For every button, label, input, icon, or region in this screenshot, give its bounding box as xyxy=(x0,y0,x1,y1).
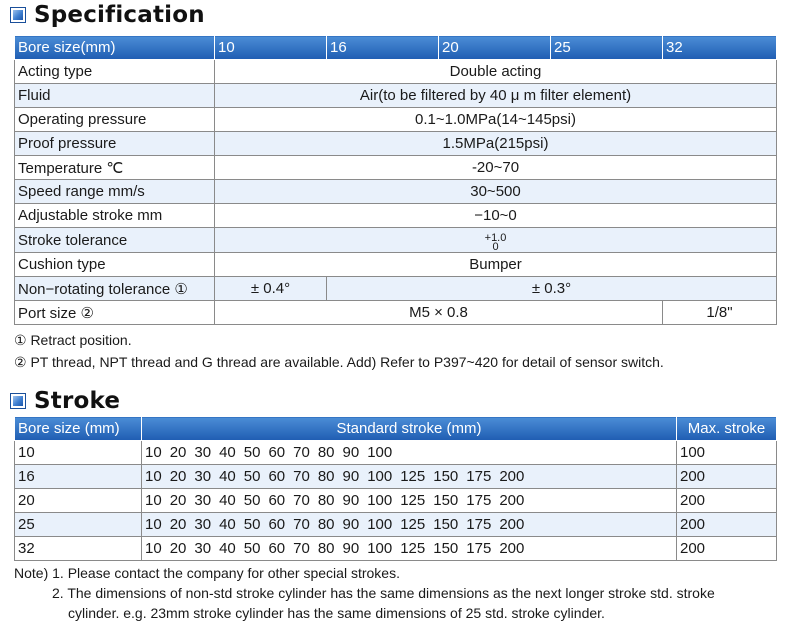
bore-size-header: Bore size(mm) xyxy=(15,36,215,60)
stroke-value: 10 xyxy=(145,468,162,485)
stroke-title: Stroke xyxy=(34,388,121,414)
stroke-value: 70 xyxy=(293,516,310,533)
stroke-value: 40 xyxy=(219,444,236,461)
bore-32-header: 32 xyxy=(663,36,777,60)
stroke-value: 150 xyxy=(433,516,459,533)
stroke-value: 150 xyxy=(433,492,459,509)
temperature-value: -20~70 xyxy=(215,156,777,180)
temperature-label: Temperature ℃ xyxy=(15,156,215,180)
stroke-row-bore: 16 xyxy=(15,465,142,489)
stroke-value: 70 xyxy=(293,444,310,461)
stroke-value: 50 xyxy=(243,540,261,557)
stroke-note-1: Note) 1. Please contact the company for other special strokes. xyxy=(14,565,400,581)
stroke-value: 10 xyxy=(145,540,162,557)
stroke-max-header: Max. stroke xyxy=(677,417,777,441)
stroke-value: 100 xyxy=(367,444,393,461)
proof-pressure-row xyxy=(15,132,777,156)
stroke-row-16 xyxy=(15,465,777,489)
stroke-row-max: 200 xyxy=(677,537,777,561)
stroke-value: 90 xyxy=(342,516,360,533)
operating-pressure-value: 0.1~1.0MPa(14~145psi) xyxy=(215,108,777,132)
stroke-row-standard-strokes xyxy=(142,441,677,465)
speed-range-row xyxy=(15,180,777,204)
fluid-label: Fluid xyxy=(15,84,215,108)
stroke-row-bore: 25 xyxy=(15,513,142,537)
stroke-tolerance-label: Stroke tolerance xyxy=(15,228,215,253)
stroke-value: 175 xyxy=(466,492,492,509)
stroke-notes xyxy=(14,563,400,583)
acting-type-value: Double acting xyxy=(215,60,777,84)
stroke-value: 80 xyxy=(317,516,335,533)
stroke-row-max: 200 xyxy=(677,513,777,537)
stroke-value: 100 xyxy=(367,540,393,557)
stroke-bore-header: Bore size (mm) xyxy=(15,417,142,441)
stroke-value: 90 xyxy=(342,444,360,461)
stroke-row-bore: 20 xyxy=(15,489,142,513)
proof-pressure-value: 1.5MPa(215psi) xyxy=(215,132,777,156)
stroke-standard-header: Standard stroke (mm) xyxy=(142,417,677,441)
stroke-value: 50 xyxy=(243,516,261,533)
speed-range-label: Speed range mm/s xyxy=(15,180,215,204)
non-rotating-tolerance-label: Non−rotating tolerance ① xyxy=(15,277,215,301)
square-bullet-icon xyxy=(10,393,26,409)
fluid-value: Air(to be filtered by 40 μ m filter element) xyxy=(215,84,777,108)
stroke-value: 70 xyxy=(293,492,310,509)
specification-title: Specification xyxy=(34,2,205,28)
stroke-note-2-line-2: cylinder. e.g. 23mm stroke cylinder has the same dimensions of 25 std. stroke cylinder. xyxy=(68,605,605,621)
stroke-row-max: 200 xyxy=(677,489,777,513)
port-size-row xyxy=(15,301,777,325)
stroke-value: 200 xyxy=(499,468,525,485)
stroke-value: 150 xyxy=(433,468,459,485)
stroke-value: 70 xyxy=(293,468,310,485)
spec-header-row xyxy=(15,36,777,60)
stroke-value: 80 xyxy=(317,540,335,557)
stroke-value: 125 xyxy=(400,468,426,485)
stroke-row-25 xyxy=(15,513,777,537)
stroke-value: 20 xyxy=(169,492,187,509)
stroke-value: 60 xyxy=(268,540,286,557)
acting-type-label: Acting type xyxy=(15,60,215,84)
stroke-value: 30 xyxy=(194,516,212,533)
stroke-value: 90 xyxy=(342,468,360,485)
non-rotating-tolerance-value-rest: ± 0.3° xyxy=(327,277,777,301)
stroke-value: 20 xyxy=(169,516,187,533)
bore-10-header: 10 xyxy=(215,36,327,60)
stroke-value: 60 xyxy=(268,444,286,461)
stroke-value: 90 xyxy=(342,540,360,557)
bore-20-header: 20 xyxy=(439,36,551,60)
stroke-value: 50 xyxy=(243,468,261,485)
stroke-tolerance-lower: 0 xyxy=(492,241,499,253)
bore-25-header: 25 xyxy=(551,36,663,60)
stroke-value: 125 xyxy=(400,492,426,509)
stroke-value: 10 xyxy=(145,444,162,461)
stroke-row-32 xyxy=(15,537,777,561)
fluid-row xyxy=(15,84,777,108)
adjustable-stroke-row xyxy=(15,204,777,228)
stroke-value: 60 xyxy=(268,492,286,509)
stroke-value: 200 xyxy=(499,516,525,533)
stroke-value: 90 xyxy=(342,492,360,509)
bore-16-header: 16 xyxy=(327,36,439,60)
adjustable-stroke-value: −10~0 xyxy=(215,204,777,228)
specification-table xyxy=(14,35,777,325)
stroke-tolerance-row xyxy=(15,228,777,253)
proof-pressure-label: Proof pressure xyxy=(15,132,215,156)
stroke-value: 10 xyxy=(145,492,162,509)
stroke-value: 100 xyxy=(367,468,393,485)
stroke-value: 200 xyxy=(499,540,525,557)
stroke-row-bore: 32 xyxy=(15,537,142,561)
temperature-row xyxy=(15,156,777,180)
stroke-value: 20 xyxy=(169,468,187,485)
stroke-value: 150 xyxy=(433,540,459,557)
stroke-row-standard-strokes xyxy=(142,489,677,513)
stroke-value: 30 xyxy=(194,468,212,485)
stroke-value: 50 xyxy=(243,492,261,509)
stroke-row-standard-strokes xyxy=(142,513,677,537)
cushion-type-value: Bumper xyxy=(215,253,777,277)
stroke-note-2 xyxy=(52,583,715,623)
adjustable-stroke-label: Adjustable stroke mm xyxy=(15,204,215,228)
stroke-value: 40 xyxy=(219,492,236,509)
stroke-value: 200 xyxy=(499,492,525,509)
stroke-value: 70 xyxy=(293,540,310,557)
specification-heading xyxy=(10,2,205,28)
stroke-row-20 xyxy=(15,489,777,513)
stroke-row-standard-strokes xyxy=(142,465,677,489)
stroke-row-bore: 10 xyxy=(15,441,142,465)
port-size-value-main: M5 × 0.8 xyxy=(215,301,663,325)
stroke-row-standard-strokes xyxy=(142,537,677,561)
stroke-value: 30 xyxy=(194,492,212,509)
port-size-value-32: 1/8" xyxy=(663,301,777,325)
square-bullet-icon xyxy=(10,7,26,23)
operating-pressure-label: Operating pressure xyxy=(15,108,215,132)
stroke-note-2-line-1: 2. The dimensions of non-std stroke cylinder has the same dimensions as the next longer stroke std. stroke xyxy=(52,585,715,601)
stroke-value: 30 xyxy=(194,444,212,461)
stroke-value: 60 xyxy=(268,468,286,485)
stroke-value: 175 xyxy=(466,540,492,557)
stroke-value: 40 xyxy=(219,516,236,533)
cushion-type-label: Cushion type xyxy=(15,253,215,277)
spec-notes xyxy=(14,330,664,372)
cushion-type-row xyxy=(15,253,777,277)
stroke-value: 125 xyxy=(400,516,426,533)
stroke-value: 50 xyxy=(243,444,261,461)
operating-pressure-row xyxy=(15,108,777,132)
stroke-table xyxy=(14,416,777,561)
stroke-value: 10 xyxy=(145,516,162,533)
stroke-row-max: 100 xyxy=(677,441,777,465)
spec-note-1: ① Retract position. xyxy=(14,332,132,348)
stroke-value: 80 xyxy=(317,492,335,509)
stroke-value: 60 xyxy=(268,516,286,533)
stroke-value: 40 xyxy=(219,540,236,557)
port-size-label: Port size ② xyxy=(15,301,215,325)
stroke-value: 20 xyxy=(169,540,187,557)
stroke-heading xyxy=(10,388,120,414)
acting-type-row xyxy=(15,60,777,84)
stroke-tolerance-value xyxy=(215,228,777,253)
stroke-value: 80 xyxy=(317,468,335,485)
stroke-row-10 xyxy=(15,441,777,465)
stroke-value: 20 xyxy=(169,444,187,461)
stroke-header-row xyxy=(15,417,777,441)
stroke-value: 175 xyxy=(466,516,492,533)
non-rotating-tolerance-row xyxy=(15,277,777,301)
spec-note-2: ② PT thread, NPT thread and G thread are available. Add) Refer to P397~420 for detail of sensor switch. xyxy=(14,354,664,370)
stroke-value: 40 xyxy=(219,468,236,485)
stroke-tolerance-upper: +1.0 xyxy=(484,232,507,244)
stroke-value: 100 xyxy=(367,516,393,533)
stroke-row-max: 200 xyxy=(677,465,777,489)
stroke-value: 175 xyxy=(466,468,492,485)
stroke-value: 80 xyxy=(317,444,335,461)
stroke-value: 125 xyxy=(400,540,426,557)
speed-range-value: 30~500 xyxy=(215,180,777,204)
stroke-value: 30 xyxy=(194,540,212,557)
stroke-value: 100 xyxy=(367,492,393,509)
non-rotating-tolerance-value-10: ± 0.4° xyxy=(215,277,327,301)
